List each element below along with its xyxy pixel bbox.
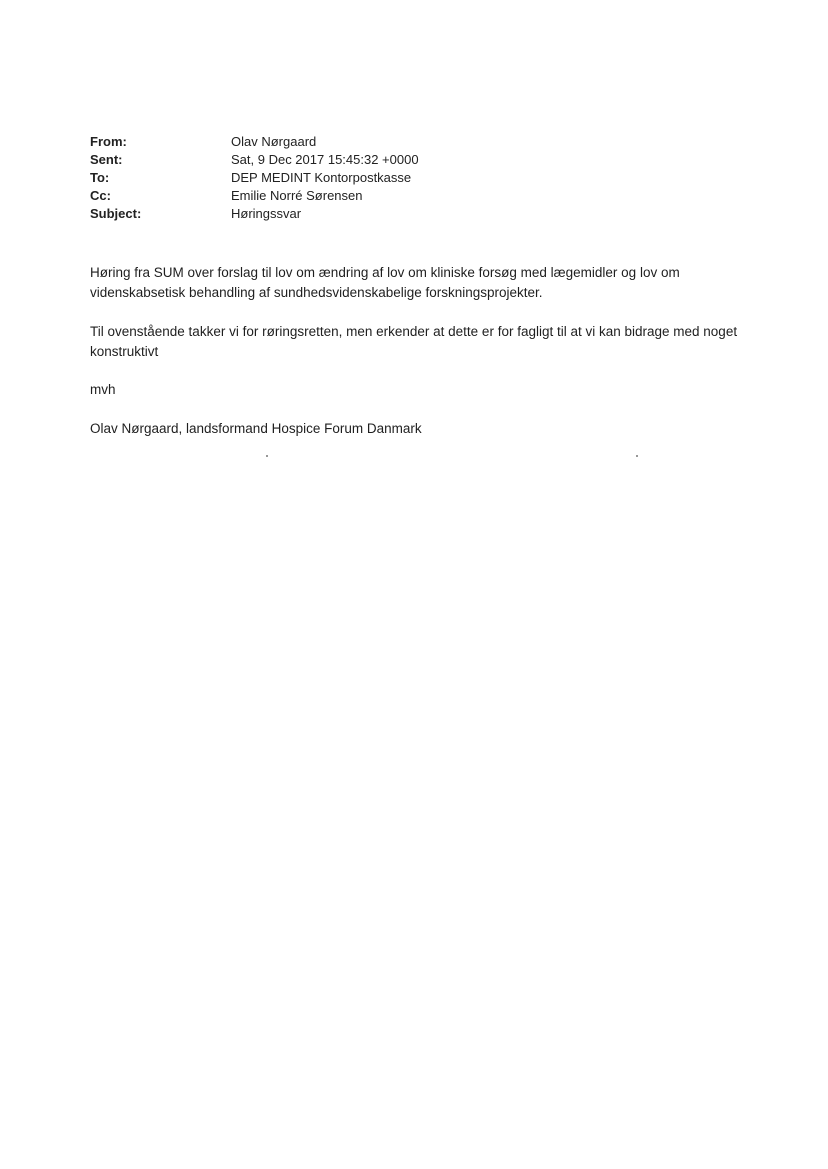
to-value: DEP MEDINT Kontorpostkasse xyxy=(231,170,412,185)
header-row-from xyxy=(90,133,690,151)
header-row-cc xyxy=(90,187,690,205)
scan-speck xyxy=(636,455,638,457)
from-value: Olav Nørgaard xyxy=(231,134,317,149)
from-label: From: xyxy=(90,134,127,149)
subject-label: Subject: xyxy=(90,206,142,221)
email-header xyxy=(90,133,690,223)
signature-text: Olav Nørgaard, landsformand Hospice Forum Danmark xyxy=(90,421,422,436)
cc-label: Cc: xyxy=(90,188,111,203)
to-label: To: xyxy=(90,170,110,185)
scan-speck xyxy=(266,455,268,457)
body-paragraph-1: Høring fra SUM over forslag til lov om ændring af lov om kliniske forsøg med lægemidler og lov om videnskabsetisk behandling af sundhedsvidenskabelige forskningsprojekter. xyxy=(90,265,680,300)
body-paragraph-2: Til ovenstående takker vi for røringsretten, men erkender at dette er for fagligt til at vi kan bidrage med noget konstruktivt xyxy=(90,324,738,359)
header-row-subject xyxy=(90,205,690,223)
header-row-sent xyxy=(90,151,690,169)
sent-label: Sent: xyxy=(90,152,123,167)
cc-value: Emilie Norré Sørensen xyxy=(231,188,363,203)
closing-text: mvh xyxy=(90,382,116,397)
subject-value: Høringssvar xyxy=(231,206,302,221)
header-row-to xyxy=(90,169,690,187)
sent-value: Sat, 9 Dec 2017 15:45:32 +0000 xyxy=(231,152,419,167)
